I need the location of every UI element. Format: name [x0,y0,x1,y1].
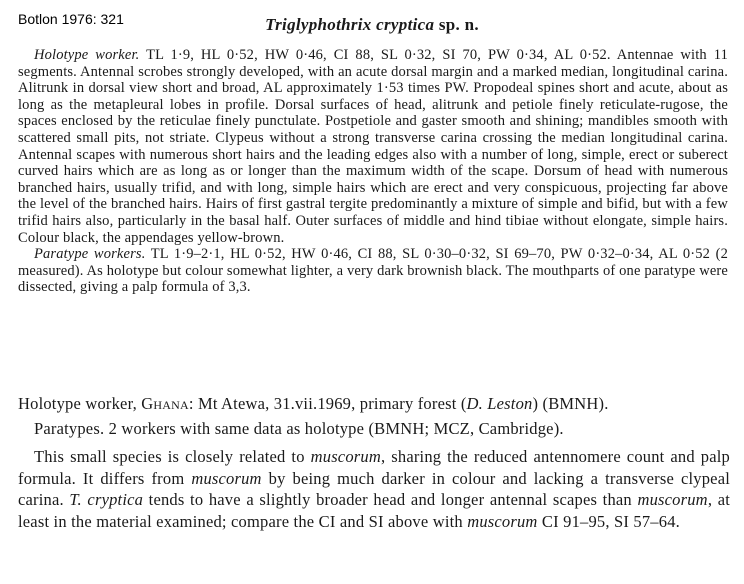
holotype-record-middle: : Mt Atewa, 31.vii.1969, primary forest ( [188,394,467,413]
holotype-text: Antennae with 11 segments. Antennal scrobes strongly developed, with an acute dorsal margin and a marked median, longitudinal carina. Alitrunk in dorsal view short and broad, AL approximately 1·53 times PW. Propodeal spines short and acute, about as long as the metapleural lobes in profile. Dorsal surfaces of head, alitrunk and petiole finely reticulate-rugose, the spaces enclosed by the reticulae finely punctulate. Postpetiole and gaster smooth and shining; mandibles smooth with scattered small pits, not striate. Clypeus without a strong transverse carina crossing the median longitudinal carina. Antennal scapes with numerous short hairs and the leading edges also with a number of long, simple, erect or suberect curved hairs which are as long as or longer than the maximum width of the scape. [18,47,728,180]
holotype-description [18,47,728,296]
holotype-record-country: Ghana [141,394,189,413]
holotype-measurements: TL 1·9, HL 0·52, HW 0·46, CI 88, SL 0·32, SI 70, PW 0·34, AL 0·52. [146,47,611,63]
holotype-record-suffix: ) (BMNH). [532,394,609,413]
citation-label: Botlon 1976: 321 [18,11,124,27]
discussion-text: , sharing the reduced antennomere count and palp formula. It differs from [18,447,730,488]
paratype-label: Paratype workers. [34,246,146,263]
holotype-label: Holotype worker. [34,47,140,63]
species-reference: muscorum [637,490,708,509]
species-suffix: sp. n. [438,15,479,34]
paratype-paragraph [18,246,728,296]
species-reference: muscorum [191,468,262,488]
species-reference: T. cryptica [69,490,144,509]
discussion-text: tends to have a slightly broader head and longer antennal scapes than [148,490,632,509]
species-reference: muscorum [467,511,538,531]
discussion-text: by being much darker in colour and lacking a transverse clypeal carina. [18,468,731,509]
paratypes-record: Paratypes. 2 workers with same data as holotype (BMNH; MCZ, Cambridge). [34,418,564,438]
species-title [0,15,744,35]
paratype-text: TL 1·9–2·1, HL 0·52, HW 0·46, CI 88, SL 0·30–0·32, SI 69–70, PW 0·32–0·34, AL 0·52 (2 measured). As holotype but colour somewhat lighter, a very dark brownish black. The mouthparts of one paratype were dissected, giving a palp formula of 3,3. [18,246,729,296]
holotype-record [18,393,730,415]
discussion-paragraph [18,446,730,532]
holotype-paragraph [18,47,728,246]
holotype-text-2: Dorsum of head with numerous branched hairs, usually trifid, and with long, simple hairs which are erect and very conspicuous, projecting far above the level of the branched hairs. Hairs of first gastral tergite predominantly a mixture of simple and bifid, but with a few trifid hairs also, particularly in the basal half. Outer surfaces of middle and hind tibiae without elongate, simple hairs. Colour black, the appendages yellow-brown. [18,163,728,246]
discussion-text: This small species is closely related to [34,447,305,466]
discussion-text: , at least in the material examined; compare the CI and SI above with [18,490,731,531]
holotype-record-prefix: Holotype worker, [18,394,137,413]
material-section [18,393,730,532]
discussion-text: CI 91–95, SI 57–64. [541,511,680,531]
species-name: Triglyphothrix cryptica [265,15,435,34]
holotype-record-collector: D. Leston [466,394,533,413]
species-reference: muscorum [310,447,381,466]
